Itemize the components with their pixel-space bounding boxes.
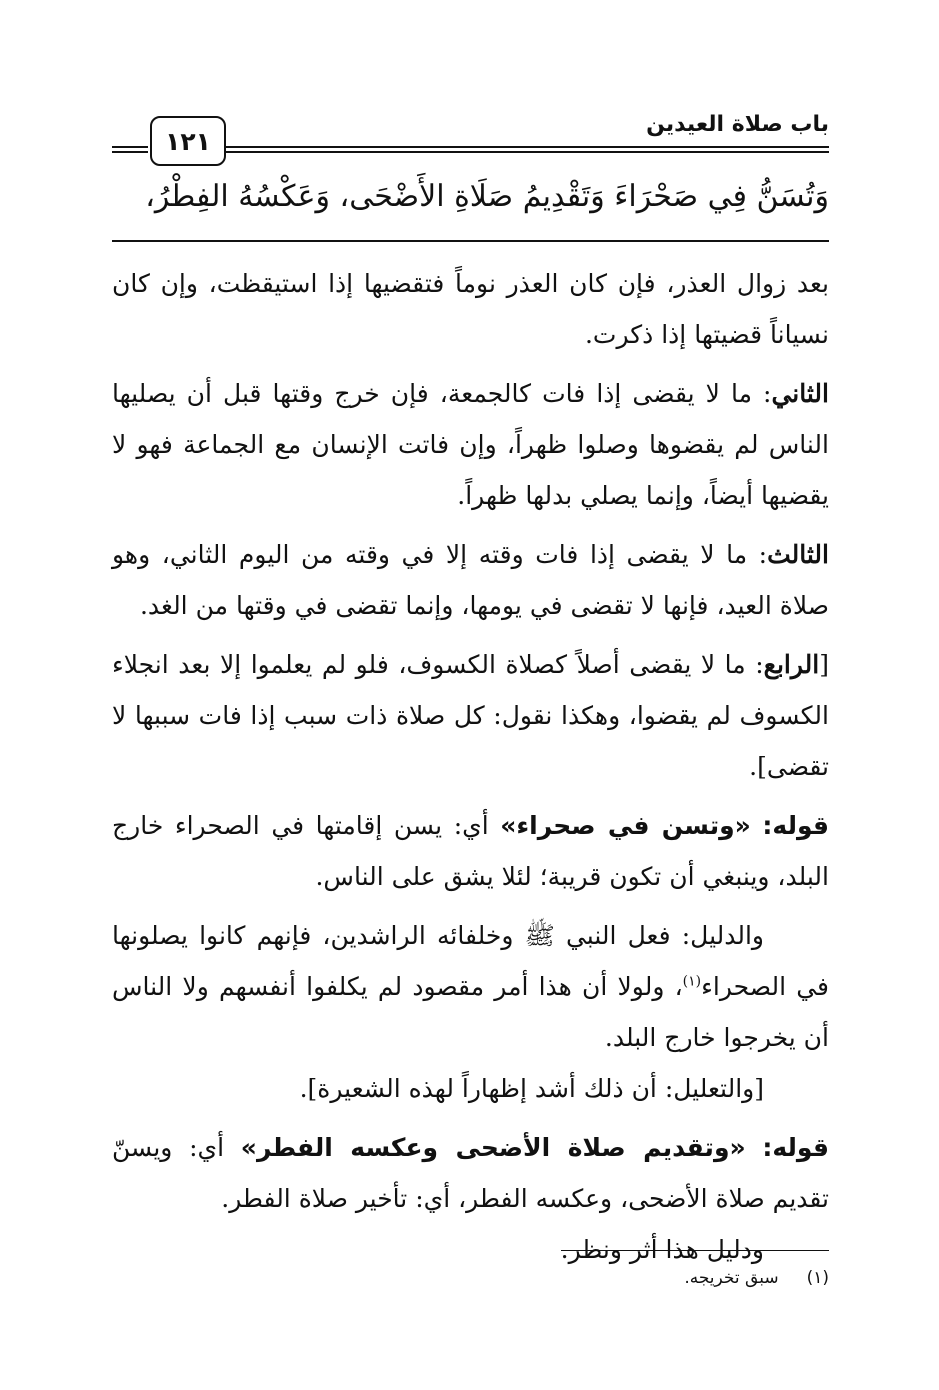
paragraph-text: [والتعليل: أن ذلك أشد إظهاراً لهذه الشعيرة]. bbox=[299, 1074, 764, 1103]
footnote-marker: (١) bbox=[682, 973, 702, 990]
qawluh-label: قوله: bbox=[762, 1133, 829, 1162]
bracket-open: [ bbox=[819, 650, 829, 679]
footnote bbox=[112, 1268, 829, 1288]
paragraph-1 bbox=[112, 258, 829, 360]
commentary-body bbox=[112, 258, 829, 1275]
header-rule-left bbox=[112, 146, 148, 148]
footnote-text: سبق تخريجه. bbox=[684, 1268, 779, 1288]
running-title: باب صلاة العيدين bbox=[646, 112, 829, 137]
paragraph-text: : ما لا يقضى أصلاً كصلاة الكسوف، فلو لم يعلموا إلا بعد انجلاء الكسوف لم يقضوا، وهكذا نقول: كل صلاة ذات سبب إذا فات سببها لا تقضى]. bbox=[112, 650, 829, 781]
paragraph-text: ، ولولا أن هذا أمر مقصود لم يكلفوا أنفسهم ولا الناس أن يخرجوا خارج البلد. bbox=[112, 972, 829, 1052]
paragraph-3 bbox=[112, 529, 829, 631]
paragraph-8 bbox=[112, 1122, 829, 1224]
footnote-number: (١) bbox=[806, 1268, 829, 1288]
paragraph-text: ودليل هذا أثر ونظر. bbox=[560, 1235, 764, 1264]
paragraph-lead: الثالث bbox=[767, 540, 829, 569]
paragraph-lead: الرابع bbox=[763, 650, 820, 679]
paragraph-text: : ما لا يقضى إذا فات وقته إلا في وقته من اليوم الثاني، وهو صلاة العيد، فإنها لا تقضى في يومها، وإنما تقضى في وقتها من الغد. bbox=[112, 540, 829, 620]
paragraph-7 bbox=[112, 1063, 829, 1114]
qawluh-label: قوله: bbox=[762, 811, 830, 840]
quoted-matn: «وتسن في صحراء» bbox=[500, 811, 751, 840]
matn-divider bbox=[112, 240, 829, 242]
paragraph-text: والدليل: فعل النبي ﷺ وخلفائه الراشدين، فإنهم كانوا يصلونها في الصحراء bbox=[112, 921, 829, 1001]
paragraph-4 bbox=[112, 639, 829, 792]
paragraph-text: أي: ويسنّ تقديم صلاة الأضحى، وعكسه الفطر، أي: تأخير صلاة الفطر. bbox=[112, 1133, 829, 1213]
paragraph-text: : ما لا يقضى إذا فات كالجمعة، فإن خرج وقتها قبل أن يصليها الناس لم يقضوها وصلوا ظهراً، وإن فاتت الإنسان مع الجماعة فهو لا يقضيها أيضاً، وإنما يصلي بدلها ظهراً. bbox=[112, 379, 829, 510]
paragraph-6 bbox=[112, 910, 829, 1063]
header-rule bbox=[225, 146, 829, 148]
footnote-divider bbox=[561, 1250, 829, 1251]
paragraph-lead: الثاني bbox=[771, 379, 829, 408]
matn-text: وَتُسَنُّ فِي صَحْرَاءَ وَتَقْدِيمُ صَلَاةِ الأَضْحَى، وَعَكْسُهُ الفِطْرُ، bbox=[145, 179, 829, 214]
paragraph-text: بعد زوال العذر، فإن كان العذر نوماً فتقضيها إذا استيقظت، وإن كان نسياناً قضيتها إذا ذكرت. bbox=[112, 269, 829, 349]
quoted-matn: «وتقديم صلاة الأضحى وعكسه الفطر» bbox=[240, 1133, 746, 1162]
paragraph-2 bbox=[112, 368, 829, 521]
paragraph-5 bbox=[112, 800, 829, 902]
page-number: ١٢١ bbox=[150, 116, 226, 166]
paragraph-text: أي: يسن إقامتها في الصحراء خارج البلد، وينبغي أن تكون قريبة؛ لئلا يشق على الناس. bbox=[112, 811, 829, 891]
